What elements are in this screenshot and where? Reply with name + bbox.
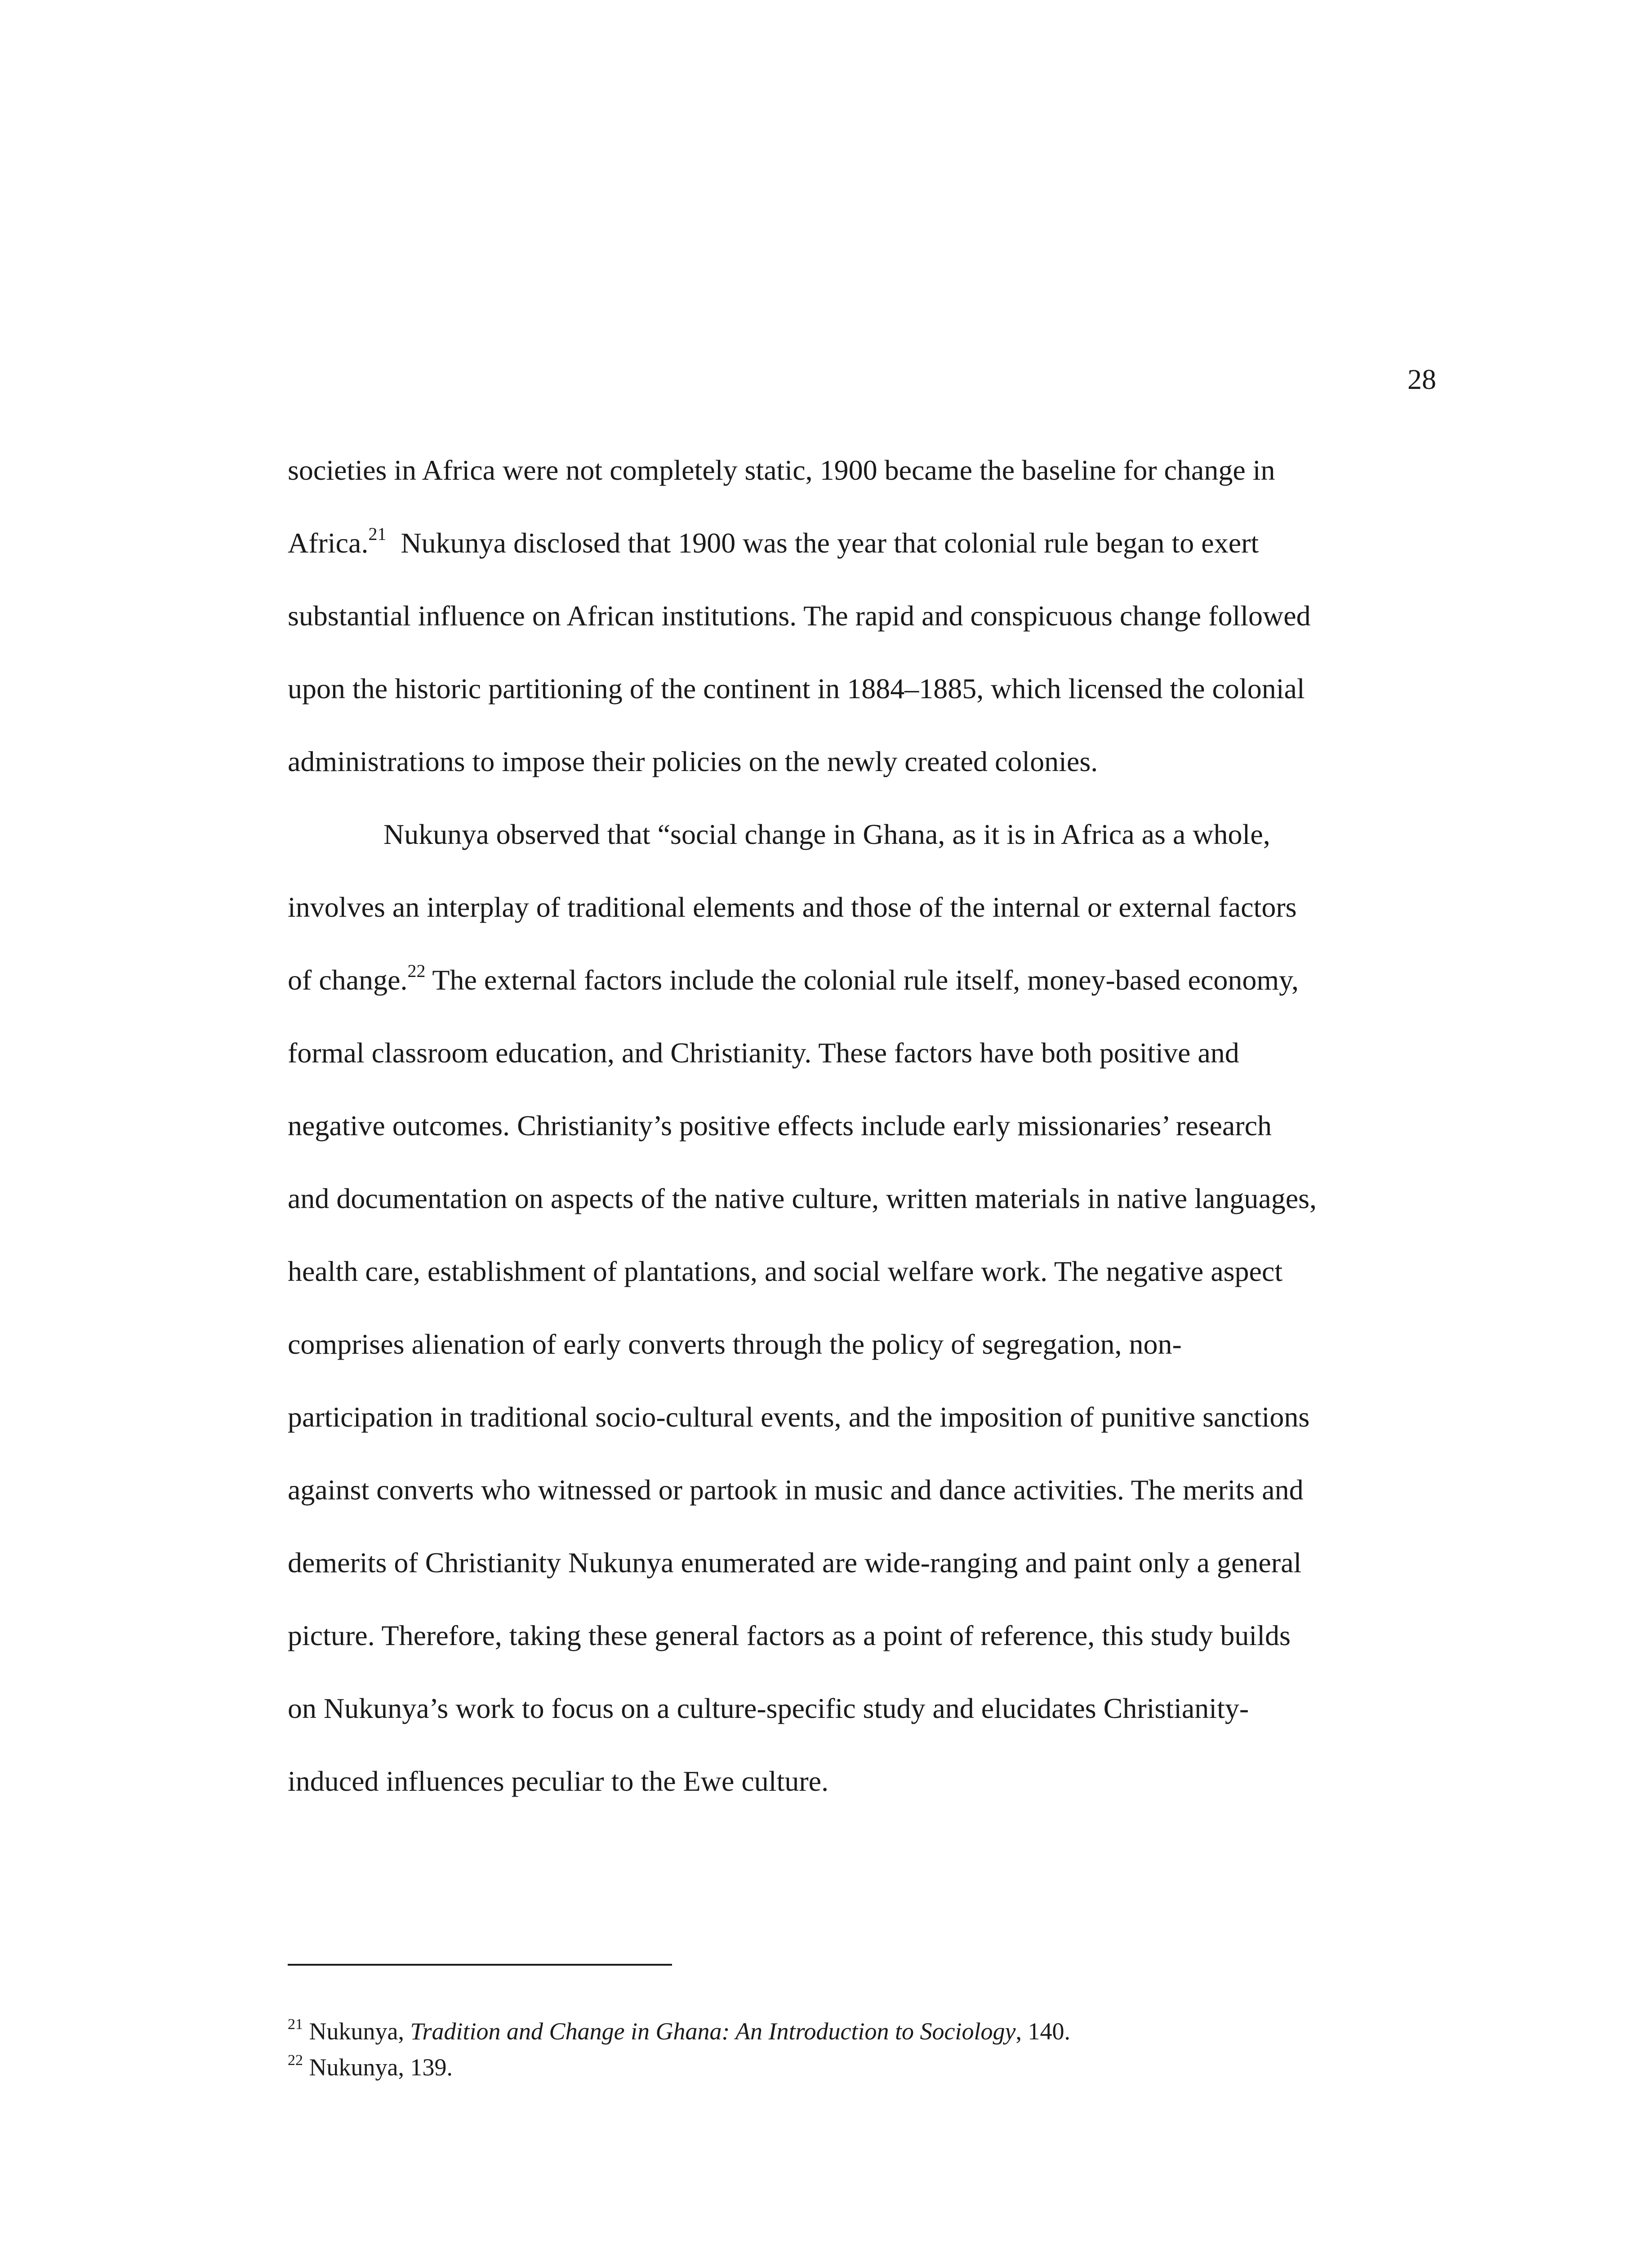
footnote-rest: , 140.: [1015, 2018, 1070, 2045]
text-line: against converts who witnessed or partook in music and dance activities. The merits and: [288, 1474, 1304, 1506]
footnote-text: Nukunya, 139.: [303, 2054, 453, 2081]
paragraph-1: [288, 434, 1425, 798]
footnote-author: Nukunya,: [303, 2018, 410, 2045]
paragraph-2: [288, 798, 1425, 1818]
text-line: substantial influence on African institutions. The rapid and conspicuous change followed: [288, 600, 1311, 632]
line-text: of change.: [288, 964, 408, 996]
text-line: health care, establishment of plantations, and social welfare work. The negative aspect: [288, 1255, 1283, 1287]
footnote-number: 22: [288, 2052, 303, 2069]
text-line: societies in Africa were not completely static, 1900 became the baseline for change in: [288, 454, 1275, 486]
footnote-ref-21: 21: [368, 523, 387, 544]
text-line: negative outcomes. Christianity’s positive effects include early missionaries’ research: [288, 1110, 1272, 1142]
text-line: formal classroom education, and Christianity. These factors have both positive and: [288, 1037, 1239, 1069]
text-line: on Nukunya’s work to focus on a culture-specific study and elucidates Christianity-: [288, 1692, 1249, 1724]
text-line: Nukunya observed that “social change in Ghana, as it is in Africa as a whole,: [383, 818, 1270, 850]
footnote-22: [288, 2049, 1425, 2085]
text-line: upon the historic partitioning of the continent in 1884–1885, which licensed the colonial: [288, 673, 1305, 705]
footnote-ref-22: 22: [407, 960, 426, 981]
text-line: comprises alienation of early converts through the policy of segregation, non-: [288, 1328, 1182, 1360]
page-number: 28: [1407, 363, 1436, 395]
line-text: The external factors include the colonial rule itself, money-based economy,: [425, 964, 1299, 996]
text-line: administrations to impose their policies on the newly created colonies.: [288, 745, 1098, 777]
line-text: Africa.: [288, 527, 369, 559]
text-line: [288, 944, 1425, 1017]
text-line: participation in traditional socio-cultural events, and the imposition of punitive sanctions: [288, 1401, 1310, 1433]
footnote-21: [288, 2013, 1425, 2049]
text-line: and documentation on aspects of the native culture, written materials in native languages,: [288, 1182, 1317, 1214]
footnote-number: 21: [288, 2016, 303, 2033]
footnote-separator: [288, 1964, 672, 1966]
text-line: demerits of Christianity Nukunya enumerated are wide-ranging and paint only a general: [288, 1547, 1302, 1579]
text-line: involves an interplay of traditional elements and those of the internal or external factors: [288, 891, 1297, 923]
line-text: Nukunya disclosed that 1900 was the year that colonial rule began to exert: [386, 527, 1259, 559]
text-line: induced influences peculiar to the Ewe culture.: [288, 1765, 829, 1797]
text-line: picture. Therefore, taking these general factors as a point of reference, this study builds: [288, 1619, 1291, 1651]
footnotes: [288, 2013, 1425, 2085]
text-line: [288, 507, 1425, 580]
footnote-title: Tradition and Change in Ghana: An Introduction to Sociology: [410, 2018, 1016, 2045]
body-text: [288, 434, 1425, 1818]
